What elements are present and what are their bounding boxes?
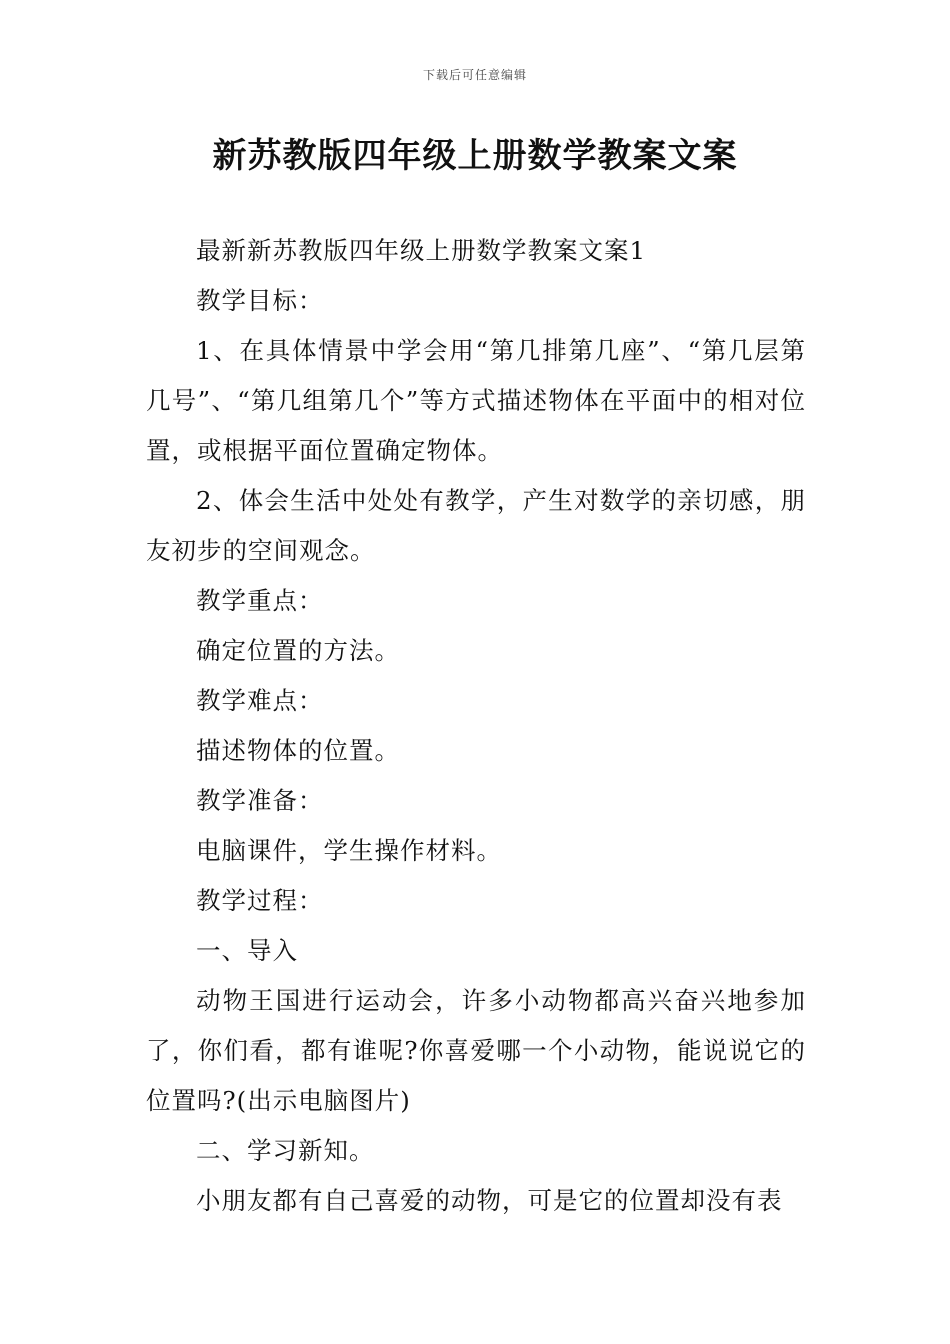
paragraph-key-points-label: 教学重点： bbox=[196, 586, 324, 615]
paragraph-preparation: 电脑课件，学生操作材料。 bbox=[196, 836, 502, 865]
paragraph-section-2: 二、学习新知。 bbox=[196, 1136, 375, 1165]
paragraph-section-1: 一、导入 bbox=[196, 936, 298, 965]
header-note: 下载后可任意编辑 bbox=[422, 68, 527, 82]
document-body bbox=[146, 226, 806, 1226]
paragraph-process-label: 教学过程： bbox=[196, 886, 324, 915]
paragraph-objective-2: 2、体会生活中处处有教学，产生对数学的亲切感，朋友初步的空间观念。 bbox=[146, 486, 806, 565]
document-title: 新苏教版四年级上册数学教案文案 bbox=[212, 136, 738, 176]
paragraph-difficulty: 描述物体的位置。 bbox=[196, 736, 400, 765]
paragraph-new-knowledge-text: 小朋友都有自己喜爱的动物，可是它的位置却没有表 bbox=[196, 1186, 783, 1215]
paragraph-intro-text: 动物王国进行运动会，许多小动物都高兴奋兴地参加了，你们看，都有谁呢?你喜爱哪一个小动物，能说说它的位置吗?(出示电脑图片) bbox=[146, 986, 806, 1115]
paragraph-objectives-label: 教学目标： bbox=[196, 286, 324, 315]
paragraph-key-points: 确定位置的方法。 bbox=[196, 636, 400, 665]
paragraph-heading: 最新新苏教版四年级上册数学教案文案1 bbox=[196, 236, 647, 265]
paragraph-preparation-label: 教学准备： bbox=[196, 786, 324, 815]
paragraph-difficulty-label: 教学难点： bbox=[196, 686, 324, 715]
paragraph-objective-1: 1、在具体情景中学会用“第几排第几座”、“第几层第几号”、“第几组第几个”等方式描述物体在平面中的相对位置，或根据平面位置确定物体。 bbox=[146, 336, 806, 465]
